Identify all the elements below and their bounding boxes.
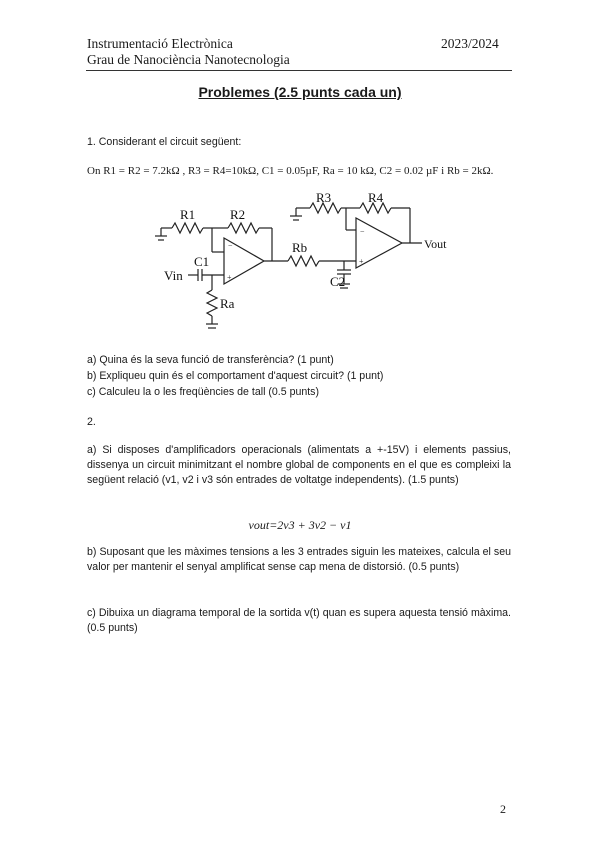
problem1-values: On R1 = R2 = 7.2kΩ , R3 = R4=10kΩ, C1 = 0.05µF, Ra = 10 kΩ, C2 = 0.02 µF i Rb = 2kΩ. — [87, 165, 494, 177]
svg-text:−: − — [360, 227, 365, 236]
label-rb: Rb — [292, 240, 308, 255]
resistor-ra — [207, 290, 217, 316]
svg-text:+: + — [359, 257, 364, 266]
svg-text:+: + — [227, 273, 232, 282]
page-number: 2 — [500, 802, 506, 816]
label-c1: C1 — [194, 254, 210, 269]
resistor-r1 — [172, 223, 203, 233]
problem2-number: 2. — [87, 416, 96, 428]
problem1-question-c: c) Calculeu la o les freqüències de tall (0.5 punts) — [87, 386, 320, 398]
label-r1: R1 — [180, 207, 196, 222]
problem2-part-b: b) Suposant que les màximes tensions a les 3 entrades siguin les mateixes, calcula el seu valor per mantenir el senyal amplificat sense cap mena de distorsió. (0.5 punts) — [87, 546, 511, 573]
svg-text:−: − — [228, 241, 233, 250]
problem1-question-b: b) Expliqueu quin és el comportament d'aquest circuit? (1 punt) — [87, 370, 384, 382]
problem1-question-a: a) Quina és la seva funció de transferència? (1 punt) — [87, 354, 334, 366]
label-vout: Vout — [424, 237, 447, 251]
academic-year: 2023/2024 — [441, 36, 499, 51]
problem2-part-a: a) Si disposes d'amplificadors operacionals (alimentats a +-15V) i elements passius, dissenya un circuit minimitzant el nombre global de components en el que es compleixi la següent relació (v1, v2 i v3 són entrades de voltatge independents). (1.5 punts) — [87, 444, 511, 486]
label-r3: R3 — [316, 190, 332, 205]
page-title: Problemes (2.5 punts cada un) — [198, 84, 402, 100]
resistor-r2 — [228, 223, 259, 233]
label-r4: R4 — [368, 190, 384, 205]
label-ra: Ra — [220, 296, 235, 311]
label-vin: Vin — [164, 268, 183, 283]
label-r2: R2 — [230, 207, 246, 222]
header-rule — [86, 70, 512, 71]
problem2-equation: vout=2v3 + 3v2 − v1 — [248, 518, 352, 532]
course-name: Instrumentació Electrònica — [87, 36, 233, 51]
degree-name: Grau de Nanociència Nanotecnologia — [87, 52, 290, 67]
problem2-part-c: c) Dibuixa un diagrama temporal de la sortida v(t) quan es supera aquesta tensió màxima. (0.5 punts) — [87, 607, 511, 634]
circuit-diagram — [140, 188, 460, 338]
label-c2: C2 — [330, 274, 346, 289]
resistor-rb — [288, 256, 319, 266]
problem1-intro: 1. Considerant el circuit següent: — [87, 136, 242, 148]
